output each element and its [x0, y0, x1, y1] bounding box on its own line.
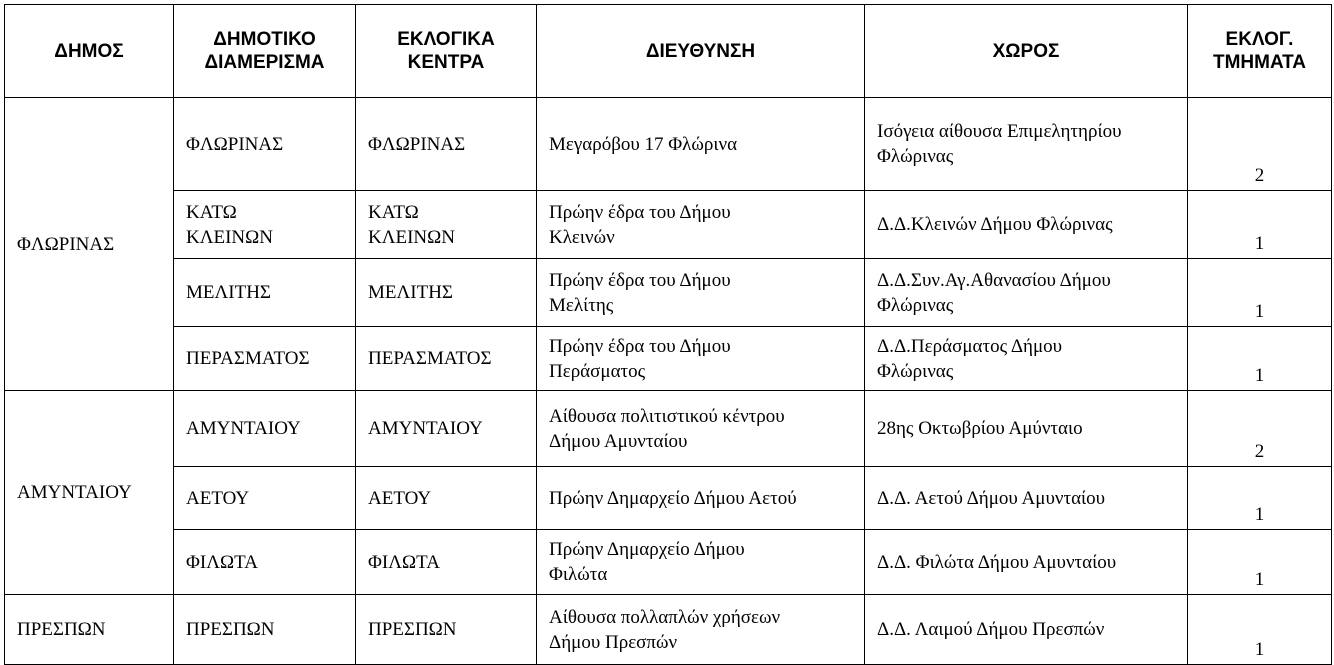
dimos-cell-florinas: ΦΛΩΡΙΝΑΣ [5, 98, 174, 391]
table-row [5, 530, 1332, 595]
tmimata-cell: 1 [1188, 191, 1332, 259]
diamerisma-cell: ΑΜΥΝΤΑΙΟΥ [174, 391, 356, 467]
dieuthynsi-cell: Πρώην Δημαρχείο Δήμου Φιλώτα [537, 530, 865, 595]
diamerisma-cell: ΦΛΩΡΙΝΑΣ [174, 98, 356, 191]
diamerisma-cell: ΠΕΡΑΣΜΑΤΟΣ [174, 327, 356, 391]
kentro-cell: ΚΑΤΩ ΚΛΕΙΝΩΝ [356, 191, 537, 259]
kentro-cell: ΦΛΩΡΙΝΑΣ [356, 98, 537, 191]
diamerisma-cell: ΑΕΤΟΥ [174, 467, 356, 530]
choros-cell: Δ.Δ.Κλεινών Δήμου Φλώρινας [865, 191, 1188, 259]
table-row [5, 595, 1332, 665]
kentro-cell: ΠΡΕΣΠΩΝ [356, 595, 537, 665]
choros-cell: Δ.Δ. Αετού Δήμου Αμυνταίου [865, 467, 1188, 530]
table-row [5, 259, 1332, 327]
kentro-cell: ΑΕΤΟΥ [356, 467, 537, 530]
dieuthynsi-cell: Αίθουσα πολλαπλών χρήσεων Δήμου Πρεσπών [537, 595, 865, 665]
dimos-cell-prespon: ΠΡΕΣΠΩΝ [5, 595, 174, 665]
dieuthynsi-cell: Μεγαρόβου 17 Φλώρινα [537, 98, 865, 191]
header-choros: ΧΩΡΟΣ [865, 5, 1188, 98]
dieuthynsi-cell: Πρώην έδρα του Δήμου Περάσματος [537, 327, 865, 391]
dieuthynsi-cell: Πρώην έδρα του Δήμου Μελίτης [537, 259, 865, 327]
dimos-cell-amyntaiou: ΑΜΥΝΤΑΙΟΥ [5, 391, 174, 595]
header-diamerisma: ΔΗΜΟΤΙΚΟ ΔΙΑΜΕΡΙΣΜΑ [174, 5, 356, 98]
tmimata-cell: 1 [1188, 259, 1332, 327]
kentro-cell: ΜΕΛΙΤΗΣ [356, 259, 537, 327]
tmimata-cell: 1 [1188, 595, 1332, 665]
table-row [5, 327, 1332, 391]
header-kentra: ΕΚΛΟΓΙΚΑ ΚΕΝΤΡΑ [356, 5, 537, 98]
kentro-cell: ΑΜΥΝΤΑΙΟΥ [356, 391, 537, 467]
header-row [5, 5, 1332, 98]
diamerisma-cell: ΠΡΕΣΠΩΝ [174, 595, 356, 665]
table-row [5, 467, 1332, 530]
choros-cell: Δ.Δ.Περάσματος Δήμου Φλώρινας [865, 327, 1188, 391]
header-dieuthynsi: ΔΙΕΥΘΥΝΣΗ [537, 5, 865, 98]
table-row [5, 191, 1332, 259]
dieuthynsi-cell: Πρώην έδρα του Δήμου Κλεινών [537, 191, 865, 259]
polling-centers-table [4, 4, 1332, 665]
diamerisma-cell: ΜΕΛΙΤΗΣ [174, 259, 356, 327]
choros-cell: Δ.Δ.Συν.Αγ.Αθανασίου Δήμου Φλώρινας [865, 259, 1188, 327]
diamerisma-cell: ΚΑΤΩ ΚΛΕΙΝΩΝ [174, 191, 356, 259]
table-row [5, 391, 1332, 467]
dieuthynsi-cell: Πρώην Δημαρχείο Δήμου Αετού [537, 467, 865, 530]
kentro-cell: ΠΕΡΑΣΜΑΤΟΣ [356, 327, 537, 391]
choros-cell: 28ης Οκτωβρίου Αμύνταιο [865, 391, 1188, 467]
diamerisma-cell: ΦΙΛΩΤΑ [174, 530, 356, 595]
header-dimos: ΔΗΜΟΣ [5, 5, 174, 98]
table-row [5, 98, 1332, 191]
tmimata-cell: 1 [1188, 530, 1332, 595]
choros-cell: Δ.Δ. Φιλώτα Δήμου Αμυνταίου [865, 530, 1188, 595]
tmimata-cell: 1 [1188, 467, 1332, 530]
choros-cell: Δ.Δ. Λαιμού Δήμου Πρεσπών [865, 595, 1188, 665]
choros-cell: Ισόγεια αίθουσα Επιμελητηρίου Φλώρινας [865, 98, 1188, 191]
header-tmimata: ΕΚΛΟΓ. ΤΜΗΜΑΤΑ [1188, 5, 1332, 98]
tmimata-cell: 1 [1188, 327, 1332, 391]
tmimata-cell: 2 [1188, 391, 1332, 467]
kentro-cell: ΦΙΛΩΤΑ [356, 530, 537, 595]
dieuthynsi-cell: Αίθουσα πολιτιστικού κέντρου Δήμου Αμυνταίου [537, 391, 865, 467]
tmimata-cell: 2 [1188, 98, 1332, 191]
